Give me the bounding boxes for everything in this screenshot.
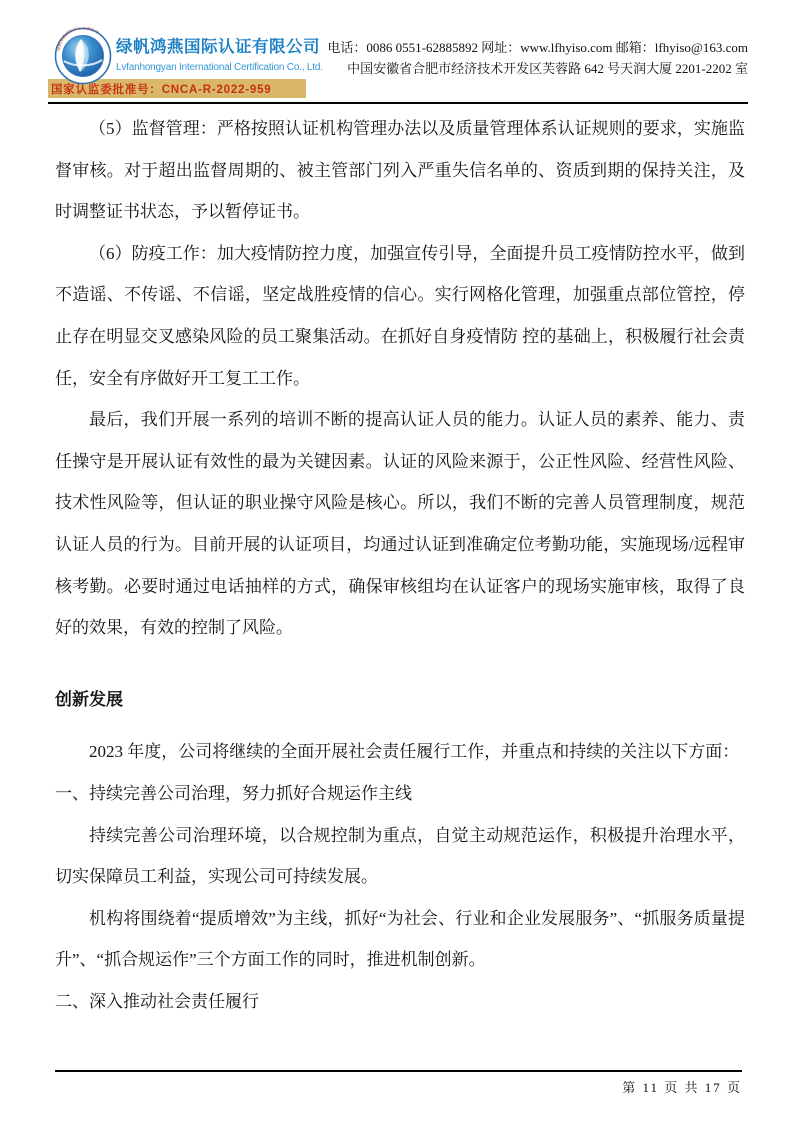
svg-text:绿帆鸿燕国际认证有限公司: 绿帆鸿燕国际认证有限公司	[55, 27, 100, 52]
body-paragraph: （5）监督管理：严格按照认证机构管理办法以及质量管理体系认证规则的要求，实施监督审核。对于超出监督周期的、被主管部门列入严重失信名单的、资质到期的保持关注，及时调整证书状态，予以暂停证书。	[55, 119, 745, 222]
company-name-block	[116, 27, 323, 73]
body-paragraph: 二、深入推动社会责任履行	[55, 991, 259, 1011]
body-paragraph: 一、持续完善公司治理，努力抓好合规运作主线	[55, 783, 412, 803]
company-name-cn: 绿帆鸿燕国际认证有限公司	[116, 38, 320, 56]
page-number: 第 11 页 共 17 页	[622, 1080, 742, 1095]
header-contact-block	[327, 37, 748, 79]
header-brand-block	[48, 27, 323, 98]
contact-line-phone-web-mail: 电话：0086 0551-62885892 网址：www.lfhyiso.com 邮箱：lfhyiso@163.com	[327, 40, 748, 55]
page-footer	[55, 1070, 742, 1096]
header-divider	[48, 102, 748, 104]
document-body	[55, 108, 745, 1022]
footer-divider	[55, 1070, 742, 1072]
body-paragraph: 机构将围绕着“提质增效”为主线，抓好“为社会、行业和企业发展服务”、“抓服务质量提升”、“抓合规运作”三个方面工作的同时，推进机制创新。	[55, 908, 745, 970]
body-paragraph: 持续完善公司治理环境，以合规控制为重点，自觉主动规范运作，积极提升治理水平，切实保障员工利益，实现公司可持续发展。	[55, 825, 745, 887]
body-paragraph: 2023 年度，公司将继续的全面开展社会责任履行工作，并重点和持续的关注以下方面：	[89, 742, 740, 762]
body-paragraph: （6）防疫工作：加大疫情防控力度，加强宣传引导，全面提升员工疫情防控水平，做到不造谣、不传谣、不信谣，坚定战胜疫情的信心。实行网格化管理，加强重点部位管控，停止存在明显交叉感染风险的员工聚集活动。在抓好自身疫情防 控的基础上，积极履行社会责任，安全有序做好开工复工工作。	[55, 243, 745, 388]
approval-number-badge: 国家认监委批准号：CNCA-R-2022-959	[48, 79, 306, 98]
company-logo-icon	[54, 27, 112, 85]
body-paragraph: 最后，我们开展一系列的培训不断的提高认证人员的能力。认证人员的素养、能力、责任操守是开展认证有效性的最为关键因素。认证的风险来源于，公正性风险、经营性风险、技术性风险等，但认证的职业操守风险是核心。所以，我们不断的完善人员管理制度，规范认证人员的行为。目前开展的认证项目，均通过认证到准确定位考勤功能，实施现场/远程审核考勤。必要时通过电话抽样的方式，确保审核组均在认证客户的现场实施审核，取得了良好的效果，有效的控制了风险。	[55, 410, 745, 638]
section-heading: 创新发展	[55, 689, 123, 709]
company-name-en: Lvfanhongyan International Certification Co., Ltd.	[116, 62, 323, 73]
contact-line-address: 中国安徽省合肥市经济技术开发区芙蓉路 642 号天润大厦 2201-2202 室	[347, 61, 748, 76]
